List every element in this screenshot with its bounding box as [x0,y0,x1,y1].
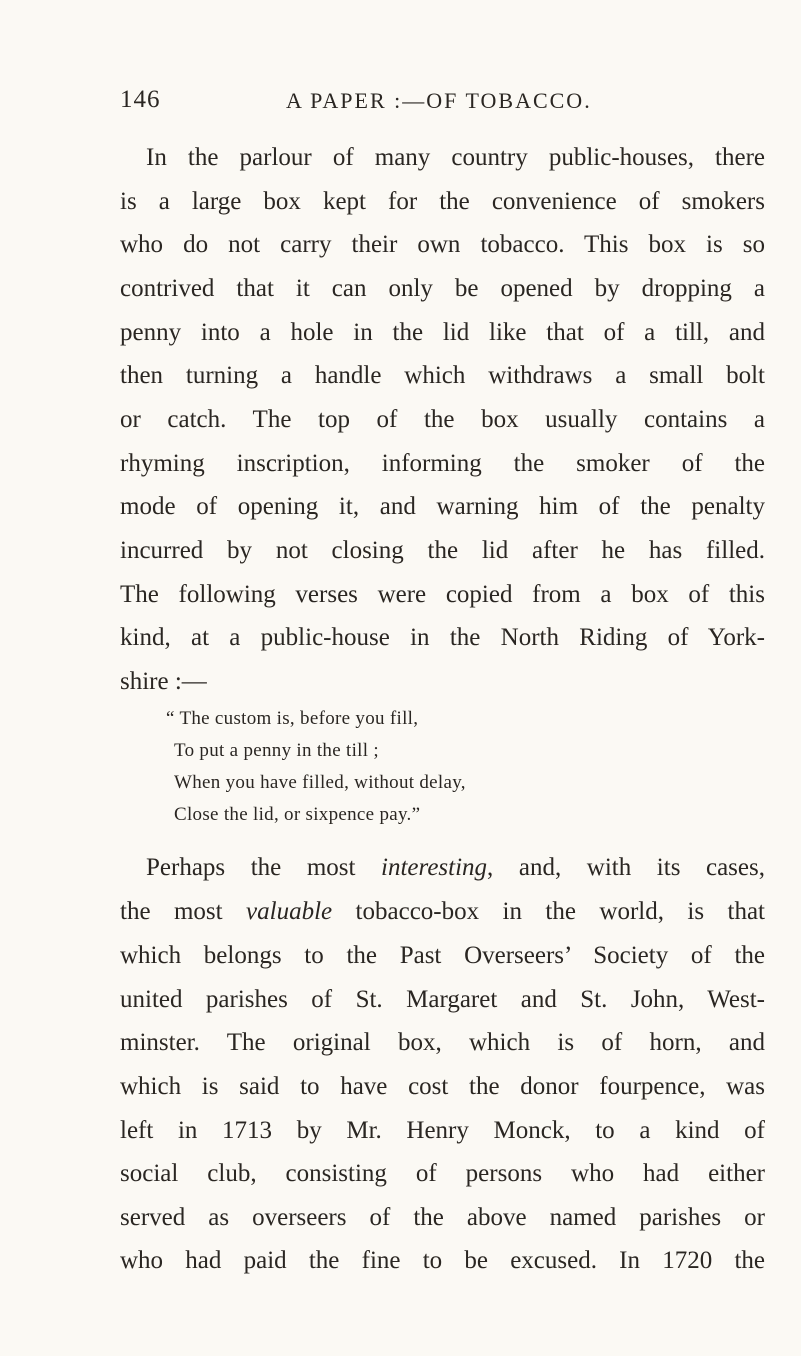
text-line: mode of opening it, and warning him of the penalty [120,493,765,520]
text-line: is a large box kept for the convenience of smokers [120,188,765,215]
text-line: which belongs to the Past Overseers’ Society of the [120,942,765,969]
verse-line: Close the lid, or sixpence pay.” [174,804,421,825]
verse-line: “ The custom is, before you fill, [166,708,419,729]
text-line: united parishes of St. Margaret and St. John, West- [120,986,765,1013]
text-line: penny into a hole in the lid like that of a till, and [120,319,765,346]
text-line: who had paid the fine to be excused. In 1720 the [120,1247,765,1274]
page-number: 146 [120,86,161,113]
text-line: kind, at a public-house in the North Riding of York- [120,624,765,651]
text-line: rhyming inscription, informing the smoker of the [120,450,765,477]
running-head: A PAPER :—OF TOBACCO. [286,88,592,113]
text-line: which is said to have cost the donor fourpence, was [120,1073,765,1100]
text-line: incurred by not closing the lid after he has filled. [120,537,765,564]
text-line: social club, consisting of persons who had either [120,1160,765,1187]
italic-word: valuable [246,898,333,925]
text-run: the most [120,898,247,925]
text-run: Perhaps the most [146,854,382,881]
text-run: , and, with its cases, [487,854,765,881]
text-line: minster. The original box, which is of horn, and [120,1029,765,1056]
text-run: tobacco-box in the world, is that [332,898,765,925]
page-header [120,86,640,116]
text-line: left in 1713 by Mr. Henry Monck, to a kind of [120,1117,765,1144]
verse-line: When you have filled, without delay, [174,772,466,793]
text-line: shire :— [120,668,207,695]
verse-line: To put a penny in the till ; [174,740,379,761]
text-line: who do not carry their own tobacco. This box is so [120,231,765,258]
text-line [146,851,765,885]
text-line: contrived that it can only be opened by dropping a [120,275,765,302]
text-line: served as overseers of the above named parishes or [120,1204,765,1231]
text-line: In the parlour of many country public-houses, there [146,144,765,171]
italic-word: interesting [381,854,488,881]
text-line [120,895,765,929]
text-line: or catch. The top of the box usually contains a [120,406,765,433]
text-line: then turning a handle which withdraws a small bolt [120,362,765,389]
text-line: The following verses were copied from a box of this [120,581,765,608]
